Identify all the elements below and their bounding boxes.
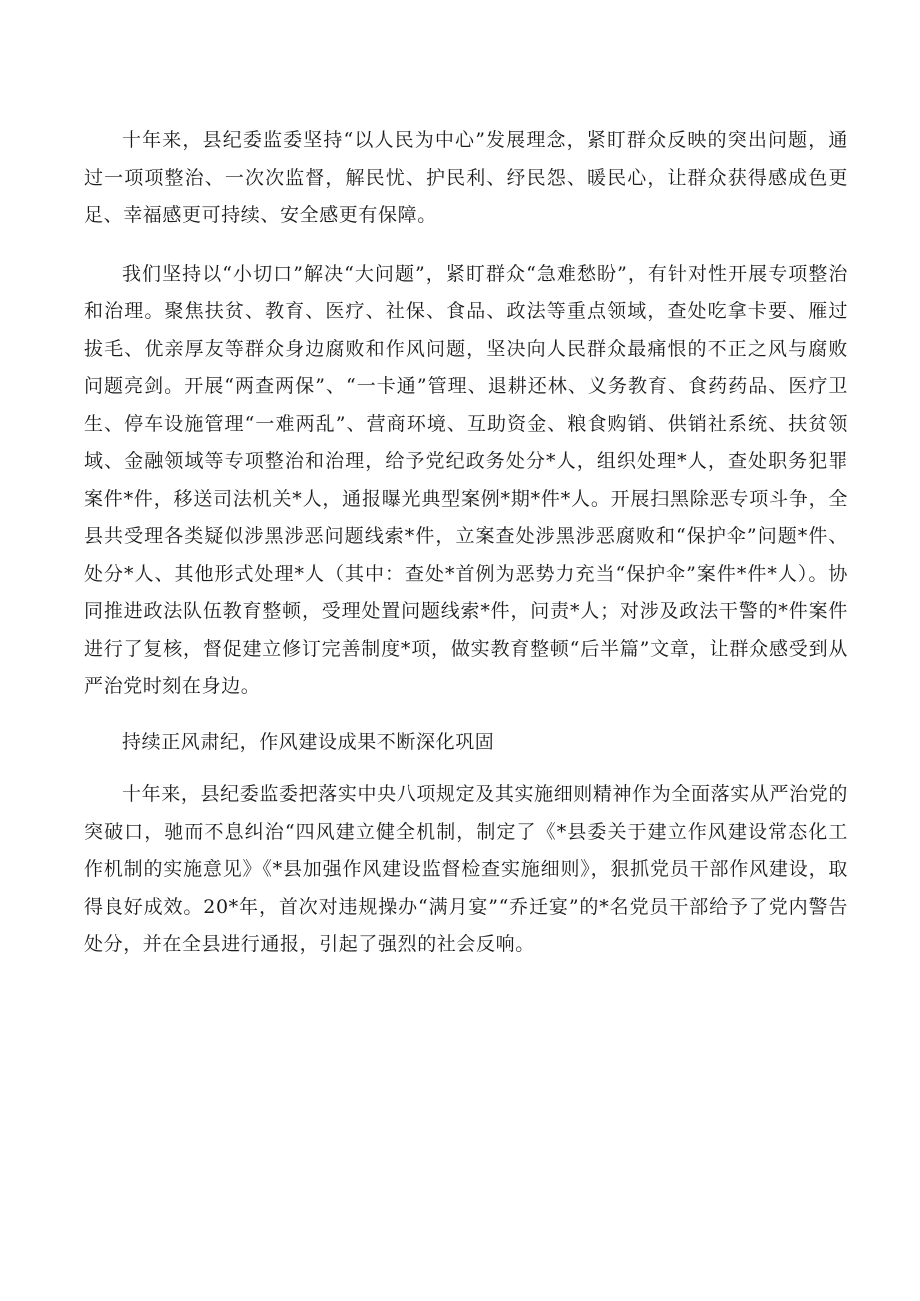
paragraph-work-style: 十年来，县纪委监委把落实中央八项规定及其实施细则精神作为全面落实从严治党的突破口，驰而不息纠治“四风建立健全机制，制定了《*县委关于建立作风建设常态化工作机制的实施意见》《*县加强作风建设监督检查实施细则》，狠抓党员干部作风建设，取得良好成效。20*年，首次对违规操办“满月宴”“乔迁宴”的*名党员干部给予了党内警告处分，并在全县进行通报，引起了强烈的社会反响。 [84,783,848,955]
paragraph-intro: 十年来，县纪委监委坚持“以人民为中心”发展理念，紧盯群众反映的突出问题，通过一项项整治、一次次监督，解民忧、护民利、纾民怨、暖民心，让群众获得感成色更足、幸福感更可持续、安全感更有保障。 [84,129,848,226]
section-heading: 持续正风肃纪，作风建设成果不断深化巩固 [122,730,495,753]
paragraph-special-rectification: 我们坚持以“小切口”解决“大问题”，紧盯群众“急难愁盼”，有针对性开展专项整治和治理。聚焦扶贫、教育、医疗、社保、食品、政法等重点领域，查处吃拿卡要、雁过拔毛、优亲厚友等群众身边腐败和作风问题，坚决向人民群众最痛恨的不正之风与腐败问题亮剑。开展“两查两保”、“一卡通”管理、退耕还林、义务教育、食药药品、医疗卫生、停车设施管理“一难两乱”、营商环境、互助资金、粮食购销、供销社系统、扶贫领域、金融领域等专项整治和治理，给予党纪政务处分*人，组织处理*人，查处职务犯罪案件*件，移送司法机关*人，通报曝光典型案例*期*件*人。开展扫黑除恶专项斗争，全县共受理各类疑似涉黑涉恶问题线索*件，立案查处涉黑涉恶腐败和“保护伞”问题*件、处分*人、其他形式处理*人（其中：查处*首例为恶势力充当“保护伞”案件*件*人）。协同推进政法队伍教育整顿，受理处置问题线索*件，问责*人；对涉及政法干警的*件案件进行了复核，督促建立修订完善制度*项，做实教育整顿“后半篇”文章，让群众感受到从严治党时刻在身边。 [84,262,848,697]
